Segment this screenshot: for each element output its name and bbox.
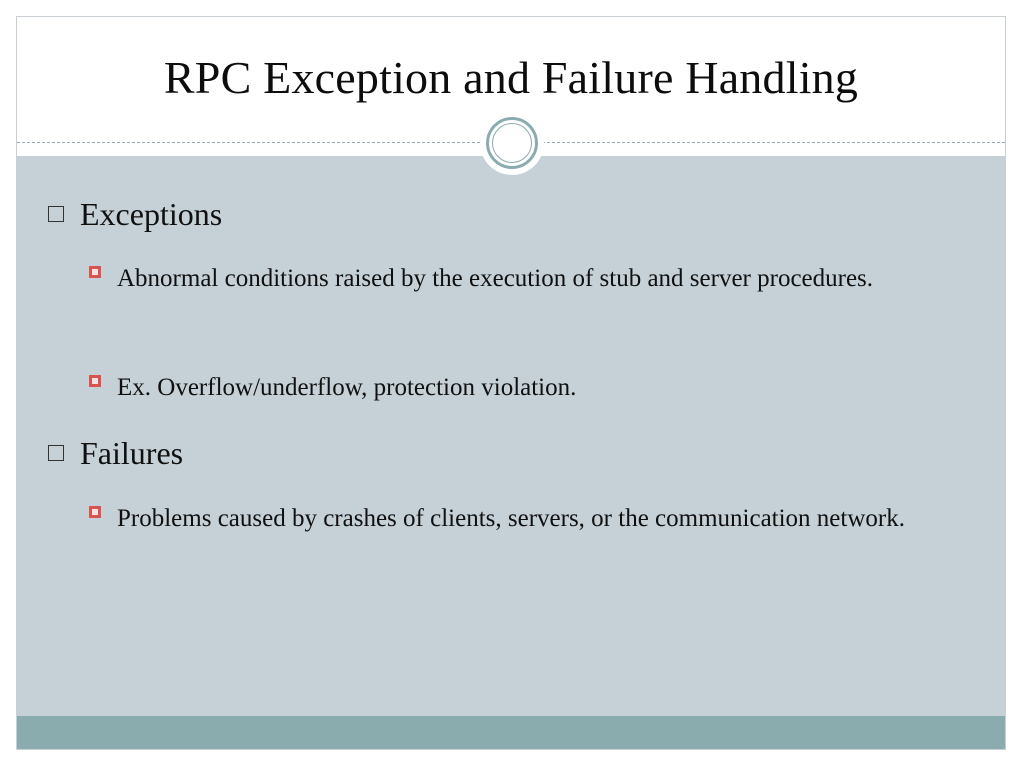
footer-band: [17, 716, 1005, 750]
square-bullet-icon: [89, 506, 101, 518]
bullet-exceptions: [48, 196, 222, 232]
slide-title: RPC Exception and Failure Handling: [163, 52, 859, 103]
square-bullet-icon: [89, 375, 101, 387]
sub-bullet-text: Problems caused by crashes of clients, servers, or the communication network.: [117, 505, 905, 532]
content-area: [17, 156, 1005, 716]
bullet-failures: [48, 435, 183, 471]
sub-bullet-text: Ex. Overflow/underflow, protection violation.: [117, 374, 577, 401]
bullet-heading: Failures: [80, 435, 184, 471]
sub-bullet-overflow-example: [89, 362, 949, 413]
sub-bullet-abnormal-conditions: [89, 253, 949, 304]
sub-bullet-problems-crashes: [89, 493, 949, 544]
bullet-heading: Exceptions: [80, 196, 223, 232]
slide: [16, 16, 1006, 750]
sub-bullet-text: Abnormal conditions raised by the execution of stub and server procedures.: [117, 265, 874, 292]
ring-ornament-inner: [492, 123, 532, 163]
hollow-square-bullet-icon: [48, 445, 64, 461]
hollow-square-bullet-icon: [48, 206, 64, 222]
square-bullet-icon: [89, 266, 101, 278]
